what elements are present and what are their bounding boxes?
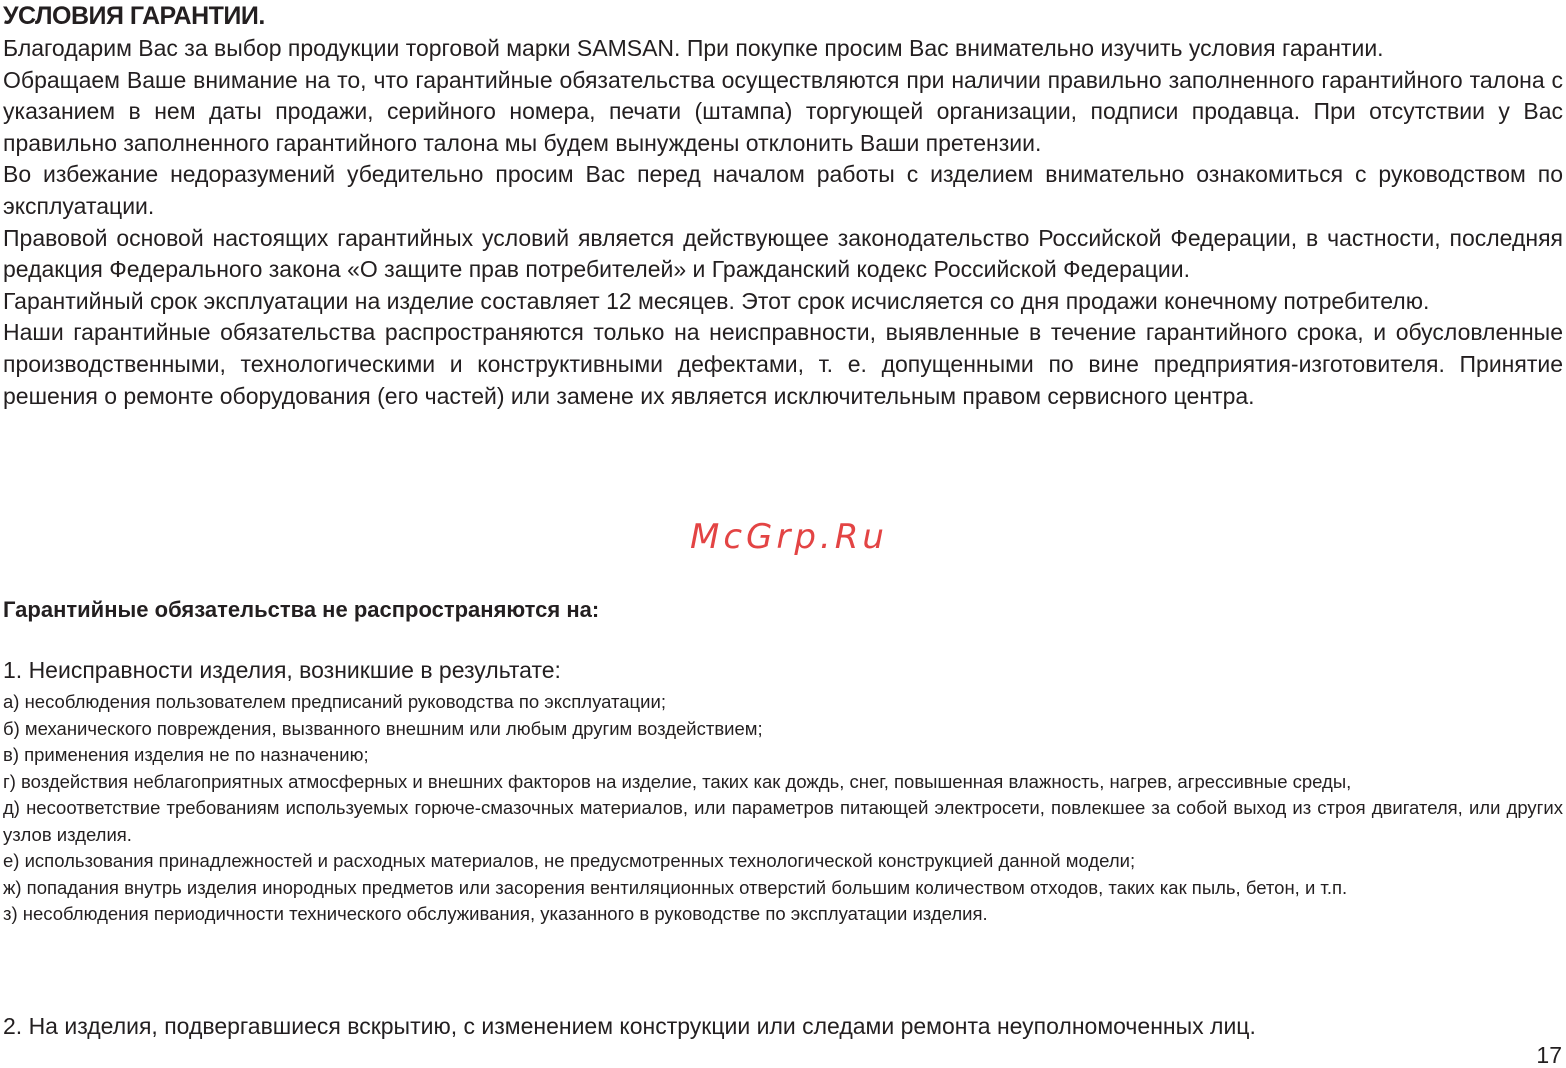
paragraph: Гарантийный срок эксплуатации на изделие составляет 12 месяцев. Этот срок исчисляется со дня продажи конечному потребителю.	[3, 287, 1430, 314]
list-heading: 1. Неисправности изделия, возникшие в результате:	[3, 657, 561, 683]
list-item: г) воздействия неблагоприятных атмосферных и внешних факторов на изделие, таких как дождь, снег, повышенная влажность, нагрев, агрессивные среды,	[3, 770, 1352, 792]
paragraph: Наши гарантийные обязательства распространяются только на неисправности, выявленные в течение гарантийного срока, и обусловленные производственными, технологическими и конструктивными дефектами, т. е. допущенными по вине предприятия-изготовителя. Принятие решения о ремонте оборудования (его частей) или замене их является исключительным правом сервисного центра.	[3, 319, 1563, 409]
exclusions-list	[3, 689, 1563, 928]
page-number: 17	[1536, 1042, 1562, 1068]
exclusions-heading: Гарантийные обязательства не распространяются на:	[3, 597, 600, 622]
list-item: в) применения изделия не по назначению;	[3, 744, 369, 765]
list-item: з) несоблюдения периодичности технического обслуживания, указанного в руководстве по эксплуатации изделия.	[3, 903, 988, 924]
list-item: д) несоответствие требованиям используемых горюче-смазочных материалов, или параметров питающей электросети, повлекшее за собой выход из строя двигателя, или других узлов изделия.	[3, 797, 1563, 845]
list-item: е) использования принадлежностей и расходных материалов, не предусмотренных технологической конструкцией данной модели;	[3, 850, 1136, 871]
list-item-second: 2. На изделия, подвергавшиеся вскрытию, с изменением конструкции или следами ремонта неуполномоченных лиц.	[3, 1013, 1256, 1039]
watermark: McGrp.Ru	[690, 517, 888, 557]
list-item: б) механического повреждения, вызванного внешним или любым другим воздействием;	[3, 717, 763, 739]
paragraph: Во избежание недоразумений убедительно просим Вас перед началом работы с изделием внимательно ознакомиться с руководством по эксплуатации.	[3, 161, 1563, 219]
intro-paragraphs	[3, 33, 1563, 412]
page-title: УСЛОВИЯ ГАРАНТИИ.	[3, 2, 265, 30]
paragraph: Обращаем Ваше внимание на то, что гарантийные обязательства осуществляются при наличии правильно заполненного гарантийного талона с указанием в нем даты продажи, серийного номера, печати (штампа) торгующей организации, подписи продавца. При отсутствии у Вас правильно заполненного гарантийного талона мы будем вынуждены отклонить Ваши претензии.	[3, 66, 1563, 156]
paragraph: Благодарим Вас за выбор продукции торговой марки SAMSAN. При покупке просим Вас внимательно изучить условия гарантии.	[3, 35, 1384, 61]
paragraph: Правовой основой настоящих гарантийных условий является действующее законодательство Российской Федерации, в частности, последняя редакция Федерального закона «О защите прав потребителей» и Гражданский кодекс Российской Федерации.	[3, 224, 1563, 283]
list-item: а) несоблюдения пользователем предписаний руководства по эксплуатации;	[3, 691, 666, 712]
list-item: ж) попадания внутрь изделия инородных предметов или засорения вентиляционных отверстий большим количеством отходов, таких как пыль, бетон, и т.п.	[3, 876, 1348, 898]
